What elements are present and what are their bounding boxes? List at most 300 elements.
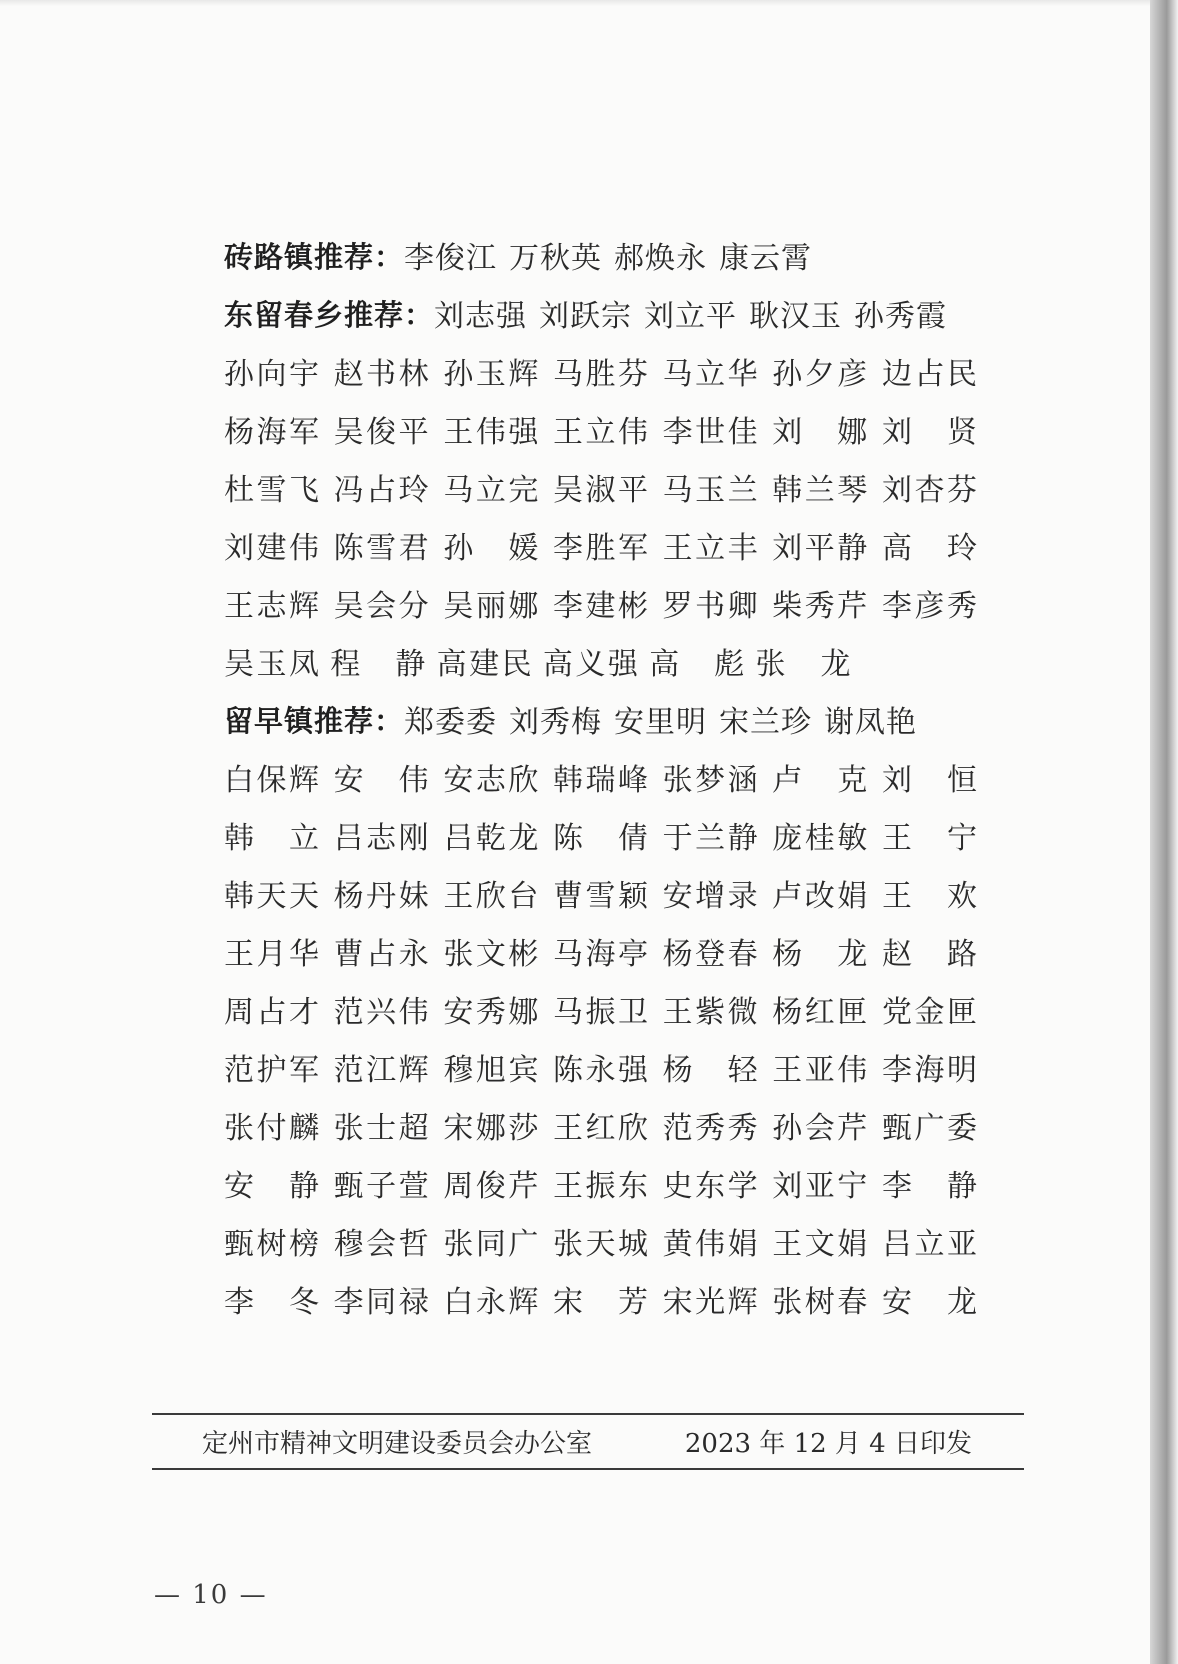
name-char: 义 bbox=[575, 647, 607, 682]
recommendation-list bbox=[224, 226, 984, 1328]
name-char: 龙 bbox=[508, 821, 540, 856]
person-name bbox=[443, 349, 539, 393]
name-char: 立 bbox=[475, 473, 507, 508]
name-char: 明 bbox=[946, 1053, 978, 1088]
section-label: 留早镇推荐： bbox=[224, 703, 405, 738]
name-char: 占 bbox=[366, 473, 398, 508]
person-name bbox=[553, 349, 649, 393]
person-name bbox=[663, 581, 759, 625]
person-name bbox=[882, 813, 978, 857]
name-char bbox=[257, 1161, 288, 1205]
name-char: 马 bbox=[443, 473, 475, 508]
person-name bbox=[443, 755, 539, 799]
name-row-cells bbox=[224, 1277, 978, 1321]
name-row-cells bbox=[224, 1103, 978, 1147]
name-char: 宁 bbox=[946, 821, 978, 856]
name-char: 吴 bbox=[333, 415, 365, 450]
name-char: 安 bbox=[662, 879, 694, 914]
name-char: 麟 bbox=[289, 1111, 320, 1146]
name-char: 莎 bbox=[508, 1111, 540, 1146]
name-char: 曹 bbox=[333, 937, 365, 972]
name-char: 欣 bbox=[475, 879, 507, 914]
name-char: 振 bbox=[585, 1169, 617, 1204]
name-char: 杨 bbox=[333, 879, 365, 914]
name-char: 建 bbox=[585, 589, 617, 624]
name-char bbox=[805, 407, 836, 451]
name-char: 于 bbox=[662, 821, 694, 856]
name-char: 吴 bbox=[552, 473, 584, 508]
name-char: 韩 bbox=[772, 473, 804, 508]
name-char: 王 bbox=[224, 937, 255, 972]
person-name bbox=[334, 349, 430, 393]
person-name bbox=[772, 465, 868, 509]
name-char: 孙 bbox=[772, 357, 804, 392]
name-char: 军 bbox=[289, 1053, 320, 1088]
name-char: 伟 bbox=[475, 415, 507, 450]
name-char: 甄 bbox=[881, 1111, 913, 1146]
name-row bbox=[224, 922, 984, 980]
name-char: 芹 bbox=[508, 1169, 540, 1204]
name-char: 才 bbox=[289, 995, 320, 1030]
name-char: 玲 bbox=[946, 531, 978, 566]
name-char: 平 bbox=[617, 473, 649, 508]
name-char: 甄 bbox=[333, 1169, 365, 1204]
name-char: 张 bbox=[552, 1227, 584, 1262]
person-name bbox=[882, 1277, 978, 1321]
name-char: 媛 bbox=[508, 531, 540, 566]
name-char: 陈 bbox=[552, 821, 584, 856]
person-name bbox=[772, 1219, 868, 1263]
person-name bbox=[772, 1161, 868, 1205]
person-name bbox=[553, 1161, 649, 1205]
name-char: 广 bbox=[508, 1227, 540, 1262]
name-char: 白 bbox=[443, 1285, 475, 1320]
person-name bbox=[224, 1103, 320, 1147]
person-name bbox=[663, 523, 759, 567]
name-char: 旭 bbox=[475, 1053, 507, 1088]
person-name: 郝焕永 bbox=[614, 241, 708, 276]
name-char: 陈 bbox=[333, 531, 365, 566]
person-name bbox=[224, 755, 320, 799]
person-name bbox=[772, 523, 868, 567]
name-char: 彪 bbox=[714, 647, 746, 682]
name-char: 克 bbox=[837, 763, 869, 798]
name-char: 静 bbox=[837, 531, 869, 566]
section-label: 砖路镇推荐： bbox=[224, 239, 405, 274]
section-label: 东留春乡推荐： bbox=[224, 297, 435, 332]
name-char: 增 bbox=[695, 879, 727, 914]
name-char: 彬 bbox=[617, 589, 649, 624]
section-header-line bbox=[224, 284, 984, 342]
name-row bbox=[224, 1038, 984, 1096]
name-char: 红 bbox=[804, 995, 836, 1030]
name-char: 永 bbox=[585, 1053, 617, 1088]
person-name: 孙秀霞 bbox=[854, 299, 948, 334]
name-row-cells bbox=[224, 349, 978, 393]
name-row bbox=[224, 864, 984, 922]
name-char: 刘 bbox=[881, 415, 913, 450]
name-char: 杨 bbox=[772, 937, 804, 972]
name-char: 瑞 bbox=[585, 763, 617, 798]
name-char: 张 bbox=[755, 647, 787, 682]
name-char: 琴 bbox=[837, 473, 869, 508]
name-row bbox=[224, 748, 984, 806]
person-name bbox=[224, 349, 320, 393]
person-name bbox=[772, 987, 868, 1031]
name-char bbox=[914, 1277, 945, 1321]
name-char bbox=[257, 1277, 288, 1321]
name-char: 吕 bbox=[443, 821, 475, 856]
name-char: 静 bbox=[289, 1169, 320, 1204]
person-name bbox=[882, 1103, 978, 1147]
name-char: 伟 bbox=[695, 1227, 727, 1262]
name-char: 强 bbox=[607, 647, 639, 682]
person-name: 耿汉玉 bbox=[749, 299, 843, 334]
name-char: 高 bbox=[649, 647, 681, 682]
name-char: 委 bbox=[946, 1111, 978, 1146]
person-name bbox=[882, 407, 978, 451]
name-char: 王 bbox=[552, 415, 584, 450]
person-name bbox=[882, 581, 978, 625]
person-name bbox=[334, 987, 430, 1031]
name-char: 刘 bbox=[881, 473, 913, 508]
name-row bbox=[224, 1096, 984, 1154]
name-char: 会 bbox=[804, 1111, 836, 1146]
person-name bbox=[663, 929, 759, 973]
name-char: 军 bbox=[617, 531, 649, 566]
footer-issue-bar bbox=[152, 1413, 1024, 1470]
person-name: 李俊江 bbox=[404, 241, 498, 276]
name-char: 春 bbox=[837, 1285, 869, 1320]
name-char: 红 bbox=[585, 1111, 617, 1146]
name-char: 军 bbox=[289, 415, 320, 450]
person-name bbox=[663, 1045, 759, 1089]
person-name bbox=[663, 987, 759, 1031]
name-char: 淑 bbox=[585, 473, 617, 508]
name-char: 刚 bbox=[398, 821, 430, 856]
person-name: 刘志强 bbox=[434, 299, 528, 334]
name-char: 范 bbox=[224, 1053, 255, 1088]
person-name bbox=[334, 1277, 430, 1321]
person-name: 刘立平 bbox=[644, 299, 738, 334]
page-top-edge bbox=[0, 0, 1150, 6]
name-char: 玲 bbox=[398, 473, 430, 508]
person-name bbox=[334, 407, 430, 451]
name-char: 紫 bbox=[695, 995, 727, 1030]
name-char: 赵 bbox=[881, 937, 913, 972]
name-char: 凤 bbox=[289, 647, 320, 682]
person-name: 万秋英 bbox=[509, 241, 603, 276]
person-name bbox=[334, 523, 430, 567]
name-char: 登 bbox=[695, 937, 727, 972]
name-char: 王 bbox=[552, 1111, 584, 1146]
name-row bbox=[224, 516, 984, 574]
name-char: 卢 bbox=[772, 879, 804, 914]
name-row bbox=[224, 400, 984, 458]
name-char: 彬 bbox=[508, 937, 540, 972]
person-name bbox=[882, 349, 978, 393]
person-name bbox=[663, 465, 759, 509]
name-char: 刘 bbox=[772, 1169, 804, 1204]
name-char: 芬 bbox=[946, 473, 978, 508]
name-char: 芳 bbox=[617, 1285, 649, 1320]
name-char: 文 bbox=[475, 937, 507, 972]
name-char bbox=[476, 523, 507, 567]
person-name bbox=[334, 1045, 430, 1089]
name-char: 马 bbox=[662, 473, 694, 508]
name-char: 树 bbox=[256, 1227, 288, 1262]
header-names bbox=[404, 233, 824, 277]
name-char: 辉 bbox=[508, 1285, 540, 1320]
name-char: 王 bbox=[443, 879, 475, 914]
person-name bbox=[772, 349, 868, 393]
name-char: 占 bbox=[256, 995, 288, 1030]
person-name bbox=[772, 813, 868, 857]
person-name bbox=[224, 871, 320, 915]
name-char bbox=[914, 929, 945, 973]
name-char: 玉 bbox=[256, 647, 288, 682]
name-row bbox=[224, 1154, 984, 1212]
name-char: 高 bbox=[542, 647, 574, 682]
name-char: 建 bbox=[256, 531, 288, 566]
name-char: 伟 bbox=[289, 531, 320, 566]
name-char: 立 bbox=[695, 531, 727, 566]
name-char: 王 bbox=[772, 1227, 804, 1262]
name-char: 张 bbox=[443, 937, 475, 972]
name-char: 林 bbox=[398, 357, 430, 392]
name-char bbox=[366, 755, 397, 799]
name-char: 韩 bbox=[224, 879, 255, 914]
name-char: 陈 bbox=[552, 1053, 584, 1088]
name-char: 完 bbox=[508, 473, 540, 508]
name-row-cells bbox=[224, 523, 978, 567]
name-char: 学 bbox=[727, 1169, 759, 1204]
person-name bbox=[443, 523, 539, 567]
person-name bbox=[443, 1277, 539, 1321]
name-char: 娟 bbox=[727, 1227, 759, 1262]
section-header-line bbox=[224, 226, 984, 284]
person-name bbox=[224, 929, 320, 973]
name-char: 平 bbox=[804, 531, 836, 566]
name-char: 海 bbox=[914, 1053, 946, 1088]
person-name bbox=[553, 1045, 649, 1089]
name-char: 吴 bbox=[443, 589, 475, 624]
person-name bbox=[882, 1045, 978, 1089]
person-name bbox=[553, 929, 649, 973]
name-char: 周 bbox=[443, 1169, 475, 1204]
person-name bbox=[755, 639, 851, 683]
name-char: 东 bbox=[617, 1169, 649, 1204]
name-char: 台 bbox=[508, 879, 540, 914]
name-char: 路 bbox=[946, 937, 978, 972]
person-name bbox=[334, 465, 430, 509]
name-char: 王 bbox=[881, 879, 913, 914]
name-char: 伟 bbox=[837, 1053, 869, 1088]
name-char: 玉 bbox=[475, 357, 507, 392]
name-char: 夕 bbox=[804, 357, 836, 392]
name-char: 华 bbox=[727, 357, 759, 392]
name-char: 王 bbox=[662, 531, 694, 566]
name-row bbox=[224, 458, 984, 516]
name-char: 安 bbox=[881, 1285, 913, 1320]
name-char: 马 bbox=[662, 357, 694, 392]
name-char: 杨 bbox=[662, 1053, 694, 1088]
name-char: 秀 bbox=[475, 995, 507, 1030]
name-char bbox=[585, 813, 616, 857]
name-char: 雪 bbox=[585, 879, 617, 914]
person-name bbox=[334, 929, 430, 973]
person-name bbox=[553, 1219, 649, 1263]
name-char: 龙 bbox=[837, 937, 869, 972]
name-char: 张 bbox=[443, 1227, 475, 1262]
name-char: 志 bbox=[475, 763, 507, 798]
person-name bbox=[553, 813, 649, 857]
name-char: 张 bbox=[662, 763, 694, 798]
person-name bbox=[543, 639, 639, 683]
name-char: 禄 bbox=[398, 1285, 430, 1320]
person-name bbox=[772, 871, 868, 915]
name-char: 范 bbox=[333, 995, 365, 1030]
name-char bbox=[805, 755, 836, 799]
name-char: 高 bbox=[881, 531, 913, 566]
person-name bbox=[334, 1103, 430, 1147]
person-name bbox=[334, 871, 430, 915]
person-name: 刘秀梅 bbox=[509, 705, 603, 740]
name-char: 微 bbox=[727, 995, 759, 1030]
name-char bbox=[914, 813, 945, 857]
name-char: 史 bbox=[662, 1169, 694, 1204]
name-char: 宾 bbox=[508, 1053, 540, 1088]
name-row-cells bbox=[224, 871, 978, 915]
name-char bbox=[914, 871, 945, 915]
person-name bbox=[224, 639, 320, 683]
name-char: 王 bbox=[443, 415, 475, 450]
name-char: 辉 bbox=[508, 357, 540, 392]
person-name bbox=[882, 1161, 978, 1205]
name-char: 柴 bbox=[772, 589, 804, 624]
person-name bbox=[772, 1277, 868, 1321]
name-row-cells bbox=[224, 1161, 978, 1205]
name-char: 会 bbox=[366, 589, 398, 624]
name-row-cells bbox=[224, 581, 978, 625]
name-char: 俊 bbox=[475, 1169, 507, 1204]
name-char: 海 bbox=[256, 415, 288, 450]
name-char: 振 bbox=[585, 995, 617, 1030]
name-char: 亚 bbox=[804, 1053, 836, 1088]
name-char: 辉 bbox=[289, 589, 320, 624]
person-name bbox=[224, 1219, 320, 1263]
name-char: 颖 bbox=[617, 879, 649, 914]
name-char: 李 bbox=[552, 589, 584, 624]
name-char: 宋 bbox=[552, 1285, 584, 1320]
name-row-cells bbox=[224, 1219, 978, 1263]
name-char: 孙 bbox=[443, 531, 475, 566]
person-name bbox=[882, 523, 978, 567]
name-char: 胜 bbox=[585, 531, 617, 566]
person-name bbox=[553, 465, 649, 509]
name-char: 冯 bbox=[333, 473, 365, 508]
footer-date: 2023 年 12 月 4 日印发 bbox=[684, 1429, 972, 1459]
name-char: 罗 bbox=[662, 589, 694, 624]
name-char: 兰 bbox=[695, 821, 727, 856]
name-char: 范 bbox=[333, 1053, 365, 1088]
name-row bbox=[224, 806, 984, 864]
person-name bbox=[334, 1219, 430, 1263]
person-name bbox=[882, 755, 978, 799]
name-row bbox=[224, 574, 984, 632]
name-row-cells bbox=[224, 987, 978, 1031]
person-name bbox=[224, 813, 320, 857]
name-row bbox=[224, 632, 984, 690]
person-name bbox=[882, 1219, 978, 1263]
person-name bbox=[443, 407, 539, 451]
name-char: 庞 bbox=[772, 821, 804, 856]
name-char: 甄 bbox=[224, 1227, 255, 1262]
name-char: 王 bbox=[881, 821, 913, 856]
person-name bbox=[334, 813, 430, 857]
name-char: 孙 bbox=[443, 357, 475, 392]
name-char: 兰 bbox=[727, 473, 759, 508]
person-name bbox=[443, 929, 539, 973]
person-name bbox=[224, 465, 320, 509]
name-row-cells bbox=[224, 639, 978, 683]
person-name bbox=[553, 581, 649, 625]
name-char: 卢 bbox=[772, 763, 804, 798]
person-name bbox=[443, 1045, 539, 1089]
person-name bbox=[224, 987, 320, 1031]
name-char: 志 bbox=[366, 821, 398, 856]
name-row bbox=[224, 1212, 984, 1270]
recommendation-section bbox=[224, 284, 984, 690]
name-char: 娟 bbox=[837, 1227, 869, 1262]
name-char: 超 bbox=[398, 1111, 430, 1146]
name-row bbox=[224, 980, 984, 1038]
person-name bbox=[334, 581, 430, 625]
name-char: 李 bbox=[881, 1169, 913, 1204]
name-char: 亭 bbox=[617, 937, 649, 972]
name-char: 欣 bbox=[617, 1111, 649, 1146]
name-char: 辉 bbox=[727, 1285, 759, 1320]
person-name bbox=[882, 987, 978, 1031]
name-row-cells bbox=[224, 407, 978, 451]
name-char: 马 bbox=[552, 357, 584, 392]
name-char bbox=[805, 929, 836, 973]
name-char bbox=[585, 1277, 616, 1321]
name-char: 张 bbox=[224, 1111, 255, 1146]
name-char: 东 bbox=[695, 1169, 727, 1204]
name-char: 强 bbox=[508, 415, 540, 450]
name-char: 李 bbox=[224, 1285, 255, 1320]
person-name: 刘跃宗 bbox=[539, 299, 633, 334]
name-char: 娟 bbox=[837, 879, 869, 914]
name-char: 马 bbox=[552, 995, 584, 1030]
name-char: 秀 bbox=[946, 589, 978, 624]
page-number: — 10 — bbox=[154, 1580, 268, 1610]
name-char: 党 bbox=[881, 995, 913, 1030]
person-name bbox=[663, 349, 759, 393]
name-char: 穆 bbox=[333, 1227, 365, 1262]
name-char: 金 bbox=[914, 995, 946, 1030]
name-char: 天 bbox=[256, 879, 288, 914]
name-char: 改 bbox=[804, 879, 836, 914]
name-char: 静 bbox=[395, 647, 427, 682]
name-char: 刘 bbox=[881, 763, 913, 798]
name-char: 白 bbox=[224, 763, 255, 798]
name-char: 飞 bbox=[289, 473, 320, 508]
name-char: 同 bbox=[475, 1227, 507, 1262]
name-char: 芬 bbox=[617, 357, 649, 392]
name-char: 韩 bbox=[552, 763, 584, 798]
